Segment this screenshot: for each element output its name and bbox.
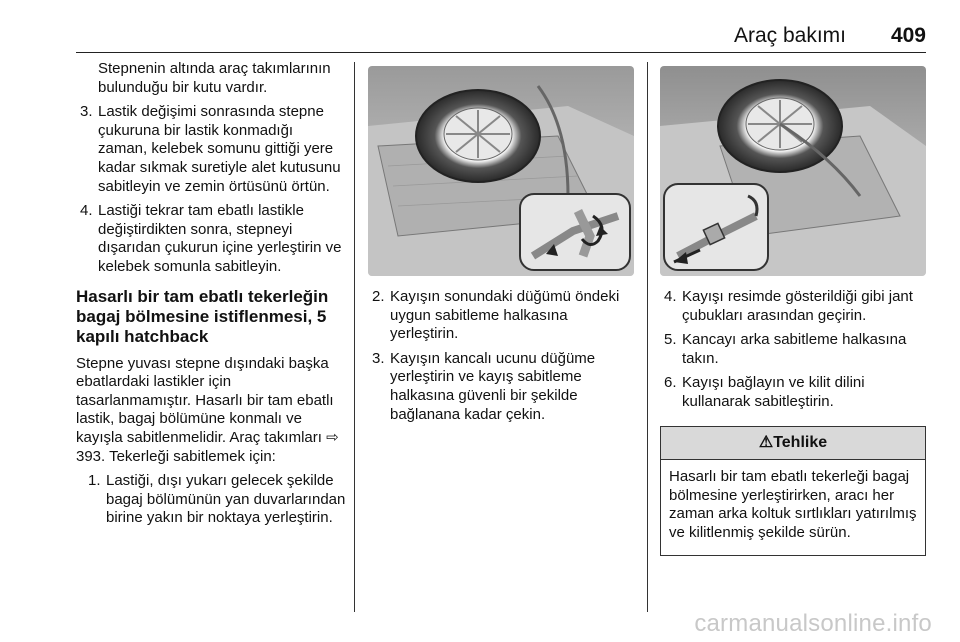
section-title: Araç bakımı	[733, 24, 846, 47]
page-header	[76, 22, 926, 53]
section-heading: Hasarlı bir tam ebatlı tekerleğin bagaj bölmesine istiflenmesi, 5 kapılı hatchback	[76, 286, 329, 346]
list-item	[76, 202, 346, 276]
warning-header	[661, 427, 925, 461]
continued-text: Stepnenin altında araç takımlarının bulunduğu bir kutu vardır.	[98, 60, 331, 96]
item-number: 1.	[88, 472, 101, 490]
watermark: carmanualsonline.info	[694, 610, 932, 637]
item-number: 3.	[372, 349, 385, 367]
item-number: 3.	[80, 103, 93, 121]
spare-wheel-strap-illustration	[368, 66, 634, 276]
list-item	[660, 288, 926, 325]
list-item	[660, 331, 926, 368]
list-item	[76, 472, 346, 528]
item-text: Kayışın sonundaki düğümü öndeki uygun sabitleme halkasına yerleştirin.	[390, 288, 620, 343]
body-paragraph: Stepne yuvası stepne dışındaki başka ebatlardaki lastikler için tasarlanmamıştır. Hasarlı bir tam ebatlı lastik, bagaj bölümüne konmalı ve kayışla sabitlenmelidir. Araç takımları ⇨ 393. Tekerleği sabitlemek için:	[76, 354, 339, 465]
warning-text: Hasarlı bir tam ebatlı tekerleği bagaj bölmesine yerleştirirken, aracı her zaman arka koltuk sırtlıkları yatırılmış ve kilitlenmiş şekilde sürün.	[669, 468, 917, 541]
list-item	[368, 288, 636, 344]
item-number: 2.	[372, 288, 385, 305]
item-number: 5.	[664, 331, 677, 349]
column-divider	[647, 62, 648, 612]
item-text: Kayışı resimde gösterildiği gibi jant çubukları arasından geçirin.	[682, 288, 913, 324]
column-middle	[368, 66, 636, 430]
list-item	[660, 374, 926, 411]
list-item	[76, 103, 346, 196]
warning-triangle-icon: ⚠	[758, 433, 774, 451]
column-divider	[354, 62, 355, 612]
item-number: 4.	[80, 202, 93, 220]
item-text: Kayışı bağlayın ve kilit dilini kullanarak sabitleştirin.	[682, 374, 865, 410]
strap-through-rim-illustration	[660, 66, 926, 276]
item-text: Lastiği, dışı yukarı gelecek şekilde bagaj bölümünün yan duvarlarından birine yakın bir noktaya yerleştirin.	[106, 472, 346, 527]
item-number: 6.	[664, 374, 677, 392]
item-text: Kayışın kancalı ucunu düğüme yerleştirin ve kayış sabitleme halkasına güvenli bir şekilde bağlanana kadar çekin.	[390, 349, 596, 423]
page-number: 409	[890, 24, 926, 47]
warning-box	[660, 426, 926, 556]
item-text: Lastik değişimi sonrasında stepne çukuruna bir lastik konmadığı zaman, kelebek somunu gittiği yere kadar sıkmak suretiyle alet kutusunu sabitleyin ve zemin örtüsünü örtün.	[98, 103, 341, 195]
column-left	[76, 60, 346, 528]
list-item	[368, 350, 636, 424]
warning-title: Tehlike	[773, 433, 828, 451]
column-right	[660, 66, 926, 556]
item-number: 4.	[664, 288, 677, 305]
item-text: Lastiği tekrar tam ebatlı lastikle değiştirdikten sonra, stepneyi dışarıdan çukurun içine yerleştirin ve kelebek somunla sabitleyin.	[98, 202, 342, 275]
item-text: Kancayı arka sabitleme halkasına takın.	[682, 331, 907, 367]
